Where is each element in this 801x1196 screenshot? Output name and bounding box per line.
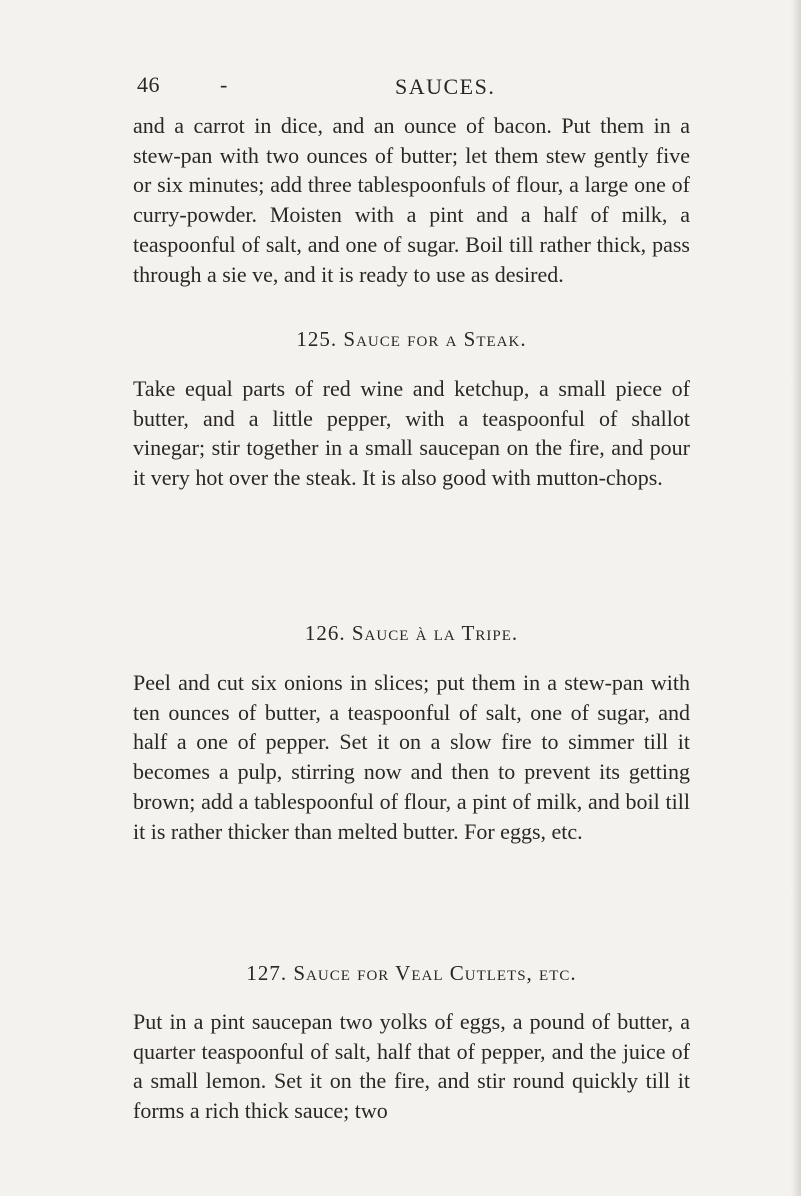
recipe-body-127: Put in a pint saucepan two yolks of eggs, a pound of butter, a quarter teaspoonful of salt, half that of pepper, and the juice of a small lemon. Set it on the fire, and stir round quickly till it forms a rich thick sauce; two [133, 1009, 690, 1124]
page-edge-shadow [791, 0, 801, 1196]
page-header [133, 72, 693, 108]
recipe-body-125: Take equal parts of red wine and ketchup, a small piece of butter, and a little pepper, with a teaspoonful of shallot vinegar; stir together in a small saucepan on the fire, and pour it very hot over the steak. It is also good with mutton-chops. [133, 376, 690, 491]
recipe-number: 127. [246, 961, 288, 985]
recipe-heading-125 [133, 327, 690, 352]
recipe-title: Sauce for a Steak. [343, 327, 527, 351]
recipe-number: 125. [296, 327, 338, 351]
page-number: 46 [137, 72, 160, 97]
header-dash: - [220, 72, 228, 97]
recipe-title: Sauce à la Tripe. [351, 621, 519, 645]
running-title: SAUCES. [395, 74, 496, 99]
recipe-heading-127 [133, 961, 690, 986]
recipe-body-126: Peel and cut six onions in slices; put them in a stew-pan with ten ounces of butter, a teaspoonful of salt, one of sugar, and half a one of pepper. Set it on a slow fire to simmer till it becomes a pulp, stirring now and then to prevent its getting brown; add a tablespoonful of flour, a pint of milk, and boil till it is rather thicker than melted butter. For eggs, etc. [133, 670, 690, 844]
opening-paragraph: and a carrot in dice, and an ounce of bacon. Put them in a stew-pan with two ounces of butter; let them stew gently five or six minutes; add three tablespoonfuls of flour, a large one of curry-powder. Moisten with a pint and a half of milk, a teaspoonful of salt, and one of sugar. Boil till rather thick, pass through a sie ve, and it is ready to use as desired. [133, 113, 690, 287]
recipe-heading-126 [133, 621, 690, 646]
recipe-number: 126. [304, 621, 346, 645]
recipe-title: Sauce for Veal Cutlets, etc. [293, 961, 577, 985]
